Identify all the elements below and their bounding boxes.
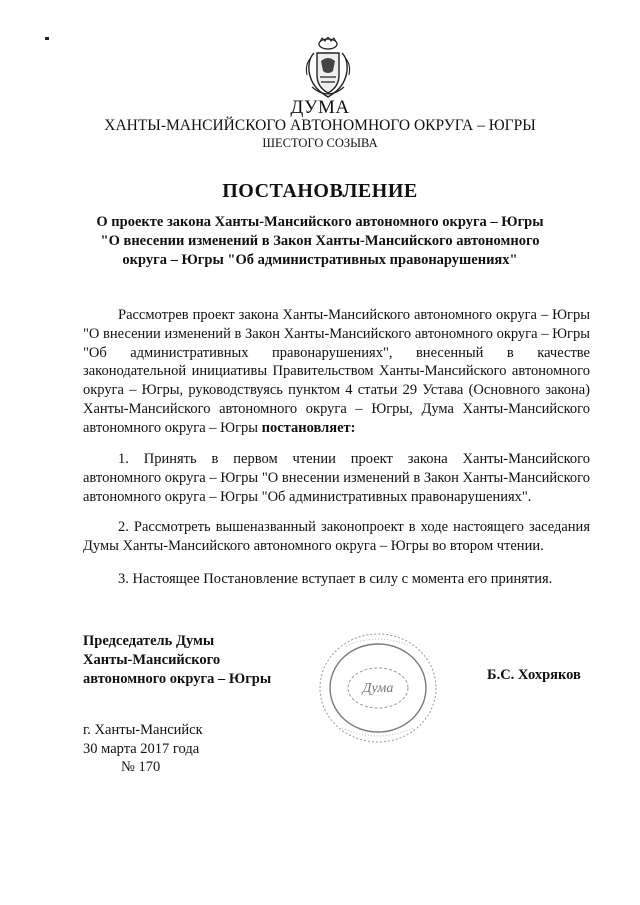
resolution-item-1: 1. Принять в первом чтении проект закона Ханты-Мансийского автономного округа – Югры "О внесении изменений в Закон Ханты-Мансийского автономного округа – Югры "Об административных правонарушениях". (83, 451, 590, 505)
city: г. Ханты-Мансийск (83, 722, 203, 738)
document-number: № 170 (121, 759, 161, 775)
subject-line: округа – Югры "Об административных правонарушениях" (122, 252, 518, 268)
position-line: автономного округа – Югры (83, 671, 272, 687)
coat-of-arms-icon (304, 37, 352, 99)
signing-place-date (83, 721, 203, 759)
resolution-item-3: 3. Настоящее Постановление вступает в силу с момента его принятия. (118, 571, 553, 587)
subject-line: О проекте закона Ханты-Мансийского автономного округа – Югры (96, 214, 544, 230)
convocation: ШЕСТОГО СОЗЫВА (262, 136, 378, 150)
official-seal (316, 630, 440, 746)
scan-speck (45, 37, 49, 40)
signatory-position (83, 632, 271, 689)
position-line: Председатель Думы (83, 633, 215, 649)
resolution-item-2: 2. Рассмотреть вышеназванный законопроект в ходе настоящего заседания Думы Ханты-Мансийского автономного округа – Югры во втором чтении. (83, 519, 590, 554)
document-subject (0, 213, 640, 270)
preamble-text: Рассмотрев проект закона Ханты-Мансийского автономного округа – Югры "О внесении изменений в Закон Ханты-Мансийского автономного округа – Югры "Об административных правонарушениях", внесенный в качестве законодательной инициативы Правительством Ханты-Мансийского автономного округа – Югры, руководствуясь пунктом 4 статьи 29 Устава (Основного закона) Ханты-Мансийского автономного округа – Югры, Дума Ханты-Мансийского автономного округа – Югры (83, 307, 590, 436)
date: 30 марта 2017 года (83, 741, 200, 757)
preamble-paragraph (83, 306, 590, 438)
body-name: ДУМА (290, 97, 350, 118)
resolves-keyword: постановляет: (261, 419, 356, 436)
position-line: Ханты-Мансийского (83, 652, 221, 668)
signatory-name: Б.С. Хохряков (487, 667, 581, 683)
region-name: ХАНТЫ-МАНСИЙСКОГО АВТОНОМНОГО ОКРУГА – ЮГРЫ (104, 117, 536, 134)
subject-line: "О внесении изменений в Закон Ханты-Мансийского автономного (100, 233, 540, 249)
document-title: ПОСТАНОВЛЕНИЕ (222, 180, 418, 202)
svg-text:Дума: Дума (362, 681, 394, 696)
